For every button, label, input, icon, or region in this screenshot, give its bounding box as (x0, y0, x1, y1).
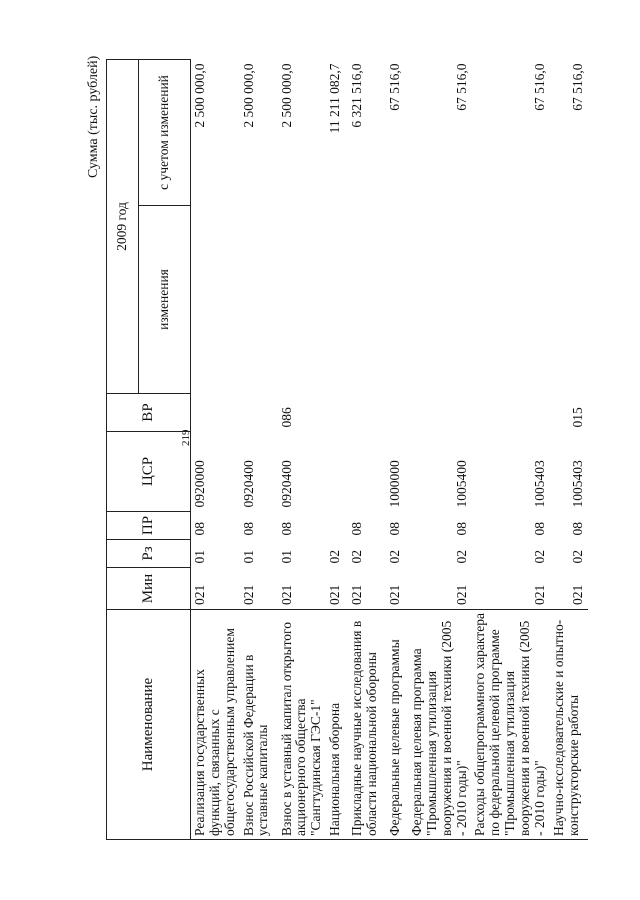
row-vr (471, 394, 549, 432)
row-name: Федеральные целевые программы (386, 610, 408, 840)
row-csr: 1005400 (453, 460, 469, 508)
col-header-csr: ЦСР (107, 432, 191, 512)
budget-table (106, 59, 588, 840)
row-pr: 08 (569, 522, 585, 536)
col-header-with-changes: с учетом изменений (139, 60, 191, 206)
row-rz: 02 (387, 550, 403, 564)
table-row (471, 60, 549, 840)
row-pr: 08 (278, 522, 294, 536)
table-row (386, 60, 408, 840)
row-total: 67 516,0 (387, 63, 403, 111)
row-rz: 02 (327, 550, 343, 564)
row-vr (408, 394, 471, 432)
col-header-rz: Рз (107, 540, 191, 568)
row-changes (191, 206, 240, 394)
col-header-min: Мин (107, 568, 191, 610)
row-pr: 08 (349, 522, 365, 536)
row-csr (348, 432, 386, 512)
row-csr: 0920400 (240, 460, 256, 508)
row-pr: 08 (531, 522, 547, 536)
row-changes (550, 206, 588, 394)
table-row (348, 60, 386, 840)
row-pr (326, 512, 348, 540)
row-min: 021 (453, 584, 469, 605)
row-pr: 08 (453, 522, 469, 536)
row-rz: 01 (192, 550, 207, 564)
row-total: 67 516,0 (531, 63, 547, 111)
row-name: Федеральная целевая программа "Промышленная утилизация вооружения и военной техники (2005 - 2010 годы)" (408, 610, 471, 840)
row-name: Прикладные научные исследования в области национальной обороны (348, 610, 386, 840)
table-row (408, 60, 471, 840)
row-pr: 08 (240, 522, 256, 536)
rotated-budget-table-sheet (86, 55, 585, 840)
row-total: 2 500 000,0 (240, 63, 256, 128)
row-rz: 02 (453, 550, 469, 564)
sum-header: Сумма (тыс. рублей) (86, 55, 101, 178)
row-min: 021 (531, 584, 547, 605)
row-pr: 08 (192, 522, 207, 536)
row-csr: 1000000 (387, 460, 403, 508)
row-rz: 02 (349, 550, 365, 564)
row-vr (348, 394, 386, 432)
row-min: 021 (192, 584, 207, 605)
row-rz: 02 (531, 550, 547, 564)
row-name: Научно-исследовательские и опытно-конструкторские работы (550, 610, 588, 840)
row-name: Расходы общепрограммного характера по федеральной целевой программе "Промышленная утилизация вооружения и военной техники (2005 - 2010 годы)" (471, 610, 549, 840)
row-min: 021 (387, 584, 403, 605)
page-number: 219 (180, 429, 192, 446)
row-name: Взнос Российской Федерации в уставные капиталы (240, 610, 278, 840)
row-min: 021 (569, 584, 585, 605)
row-name: Национальная оборона (326, 610, 348, 840)
col-header-changes: изменения (139, 206, 191, 394)
col-header-pr: ПР (107, 512, 191, 540)
row-rz: 02 (569, 550, 585, 564)
row-total: 67 516,0 (569, 63, 585, 111)
row-total: 6 321 516,0 (349, 63, 365, 128)
row-total: 11 211 082,7 (327, 63, 343, 134)
row-vr: 086 (278, 407, 294, 428)
table-row (191, 60, 240, 840)
row-csr: 0920000 (192, 460, 207, 508)
row-changes (278, 206, 327, 394)
row-name: Реализация государственных функций, связанных с общегосударственным управлением (191, 610, 240, 840)
row-changes (326, 206, 348, 394)
row-changes (348, 206, 386, 394)
row-changes (240, 206, 278, 394)
row-total: 2 500 000,0 (278, 63, 294, 128)
row-changes (386, 206, 408, 394)
row-rz: 01 (278, 550, 294, 564)
row-vr (240, 394, 278, 432)
row-vr (386, 394, 408, 432)
row-total: 67 516,0 (453, 63, 469, 111)
row-min: 021 (327, 584, 343, 605)
row-min: 021 (278, 584, 294, 605)
row-rz: 01 (240, 550, 256, 564)
row-changes (471, 206, 549, 394)
table-row (240, 60, 278, 840)
row-total: 2 500 000,0 (192, 63, 207, 128)
table-row (326, 60, 348, 840)
row-csr: 1005403 (531, 460, 547, 508)
row-name: Взнос в уставный капитал открытого акционерного общества "Сангтудинская ГЭС-1" (278, 610, 327, 840)
col-header-year: 2009 год (107, 60, 139, 394)
row-csr: 1005403 (569, 460, 585, 508)
table-row (550, 60, 588, 840)
row-vr (326, 394, 348, 432)
row-vr: 015 (569, 407, 585, 428)
col-header-name: Наименование (107, 610, 191, 840)
row-min: 021 (349, 584, 365, 605)
row-csr (326, 432, 348, 512)
row-min: 021 (240, 584, 256, 605)
table-row (278, 60, 327, 840)
row-pr: 08 (387, 522, 403, 536)
col-header-vr: ВР (107, 394, 191, 432)
row-changes (408, 206, 471, 394)
row-vr (191, 394, 240, 432)
row-csr: 0920400 (278, 460, 294, 508)
